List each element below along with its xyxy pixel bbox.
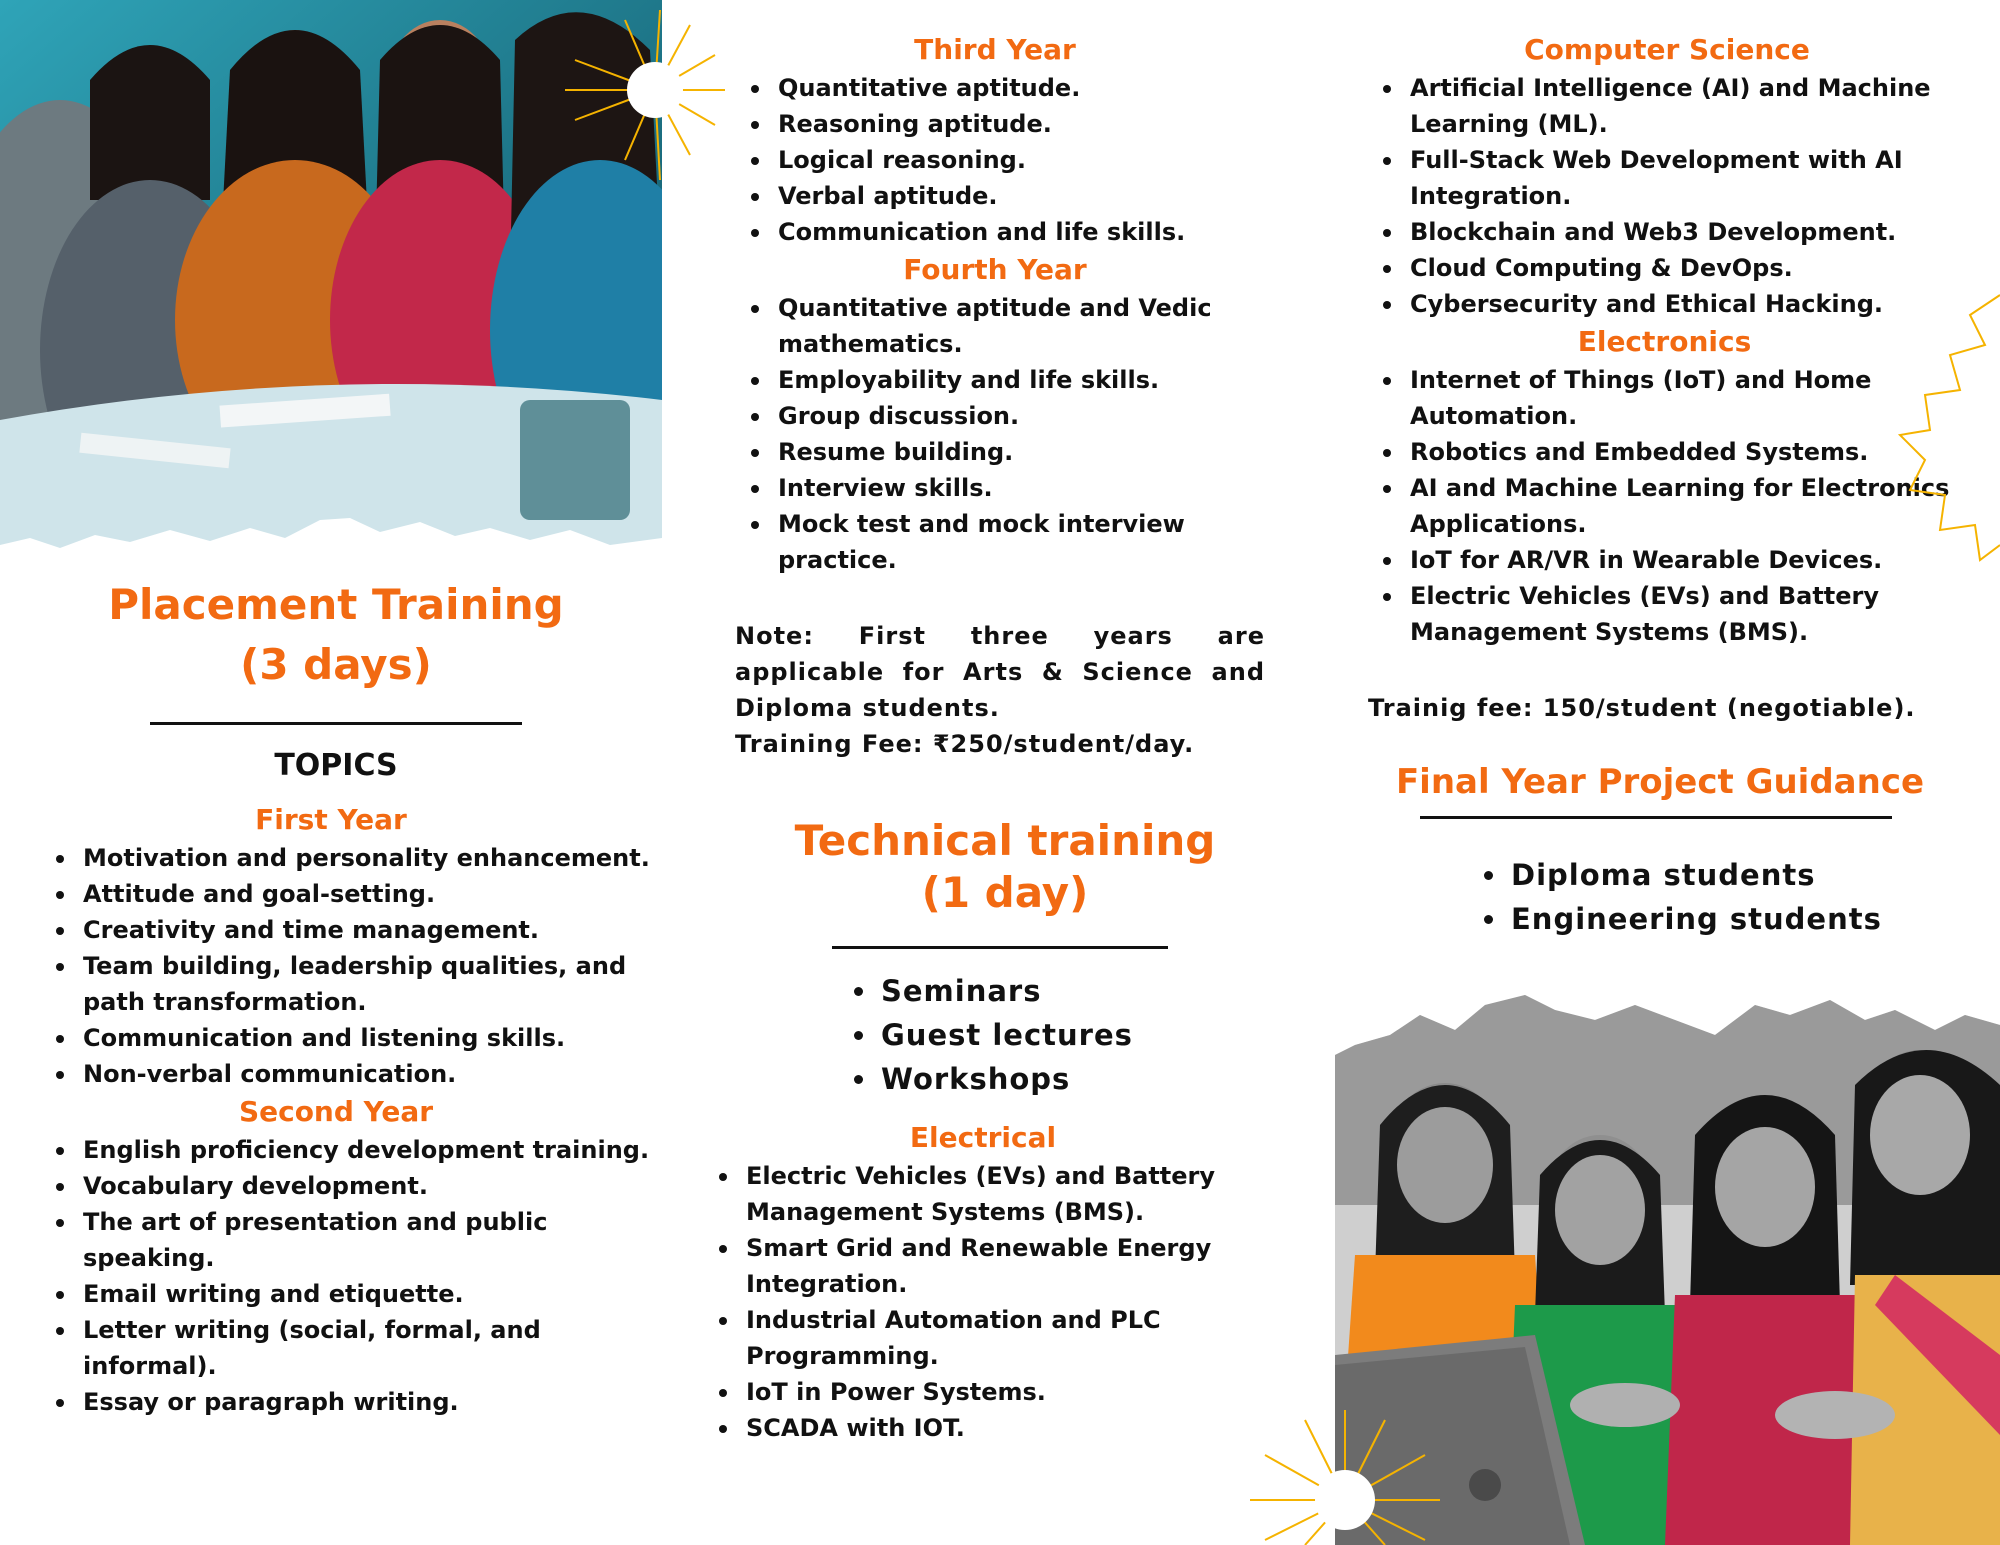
list-item: The art of presentation and public speaking. [83,1204,650,1276]
technical-title-line2: (1 day) [921,868,1089,917]
list-item: Artificial Intelligence (AI) and Machine Learning (ML). [1410,70,1950,142]
fourth-year-list [745,290,1218,578]
technical-formats-list [848,969,1208,1101]
list-item: English proficiency development training. [83,1132,650,1168]
list-item: Industrial Automation and PLC Programming. [746,1302,1246,1374]
list-item: Letter writing (social, formal, and informal). [83,1312,650,1384]
list-item: SCADA with IOT. [746,1410,1246,1446]
list-item: Engineering students [1511,897,1938,941]
placement-title-line1: Placement Training [108,580,564,629]
list-item: Email writing and etiquette. [83,1276,650,1312]
electronics-heading: Electronics [1577,325,1752,358]
fourth-year-heading: Fourth Year [903,253,1087,286]
placement-title-divider [150,722,522,725]
list-item: Resume building. [778,434,1218,470]
third-year-list [745,70,1265,250]
students-group-photo [0,0,662,565]
list-item: Employability and life skills. [778,362,1218,398]
list-item: Attitude and goal-setting. [83,876,650,912]
list-item: Non-verbal communication. [83,1056,650,1092]
technical-title-divider [832,946,1168,949]
project-audience-list [1478,853,1938,941]
list-item: Full-Stack Web Development with AI Integration. [1410,142,1950,214]
second-year-list [50,1132,650,1420]
third-year-section [745,30,1265,578]
list-item: Communication and life skills. [778,214,1265,250]
list-item: Electric Vehicles (EVs) and Battery Management Systems (BMS). [746,1158,1246,1230]
list-item: Vocabulary development. [83,1168,650,1204]
technical-fee: Trainig fee: 150/student (negotiable). [1368,694,1916,722]
list-item: Essay or paragraph writing. [83,1384,650,1420]
first-year-list [50,840,650,1092]
first-year-heading: First Year [255,803,407,836]
list-item: Quantitative aptitude. [778,70,1265,106]
list-item: Quantitative aptitude and Vedic mathematics. [778,290,1218,362]
applicability-note: Note: First three years are applicable for Arts & Science and Diploma students. [735,622,1265,722]
computer-science-heading: Computer Science [1524,33,1810,66]
list-item: Seminars [881,969,1208,1013]
list-item: Mock test and mock interview practice. [778,506,1218,578]
students-photo-illustration [0,0,662,565]
list-item: Workshops [881,1057,1208,1101]
list-item: Creativity and time management. [83,912,650,948]
list-item: AI and Machine Learning for Electronics Applications. [1410,470,1970,542]
list-item: Blockchain and Web3 Development. [1410,214,1950,250]
list-item: Motivation and personality enhancement. [83,840,650,876]
sunburst-decoration-icon [565,0,725,190]
second-year-heading: Second Year [238,1095,434,1128]
technical-title-line1: Technical training [794,816,1216,865]
list-item: Group discussion. [778,398,1218,434]
list-item: Team building, leadership qualities, and path transformation. [83,948,650,1020]
list-item: Cybersecurity and Ethical Hacking. [1410,286,1950,322]
sunburst-bottom-decoration-icon [1245,1410,1445,1545]
placement-title-line2: (3 days) [240,640,432,689]
electrical-heading: Electrical [909,1121,1057,1154]
list-item: Guest lectures [881,1013,1208,1057]
list-item: Cloud Computing & DevOps. [1410,250,1950,286]
list-item: Robotics and Embedded Systems. [1410,434,1970,470]
project-audience [1478,853,1938,941]
placement-training-title [30,575,642,695]
list-item: Communication and listening skills. [83,1020,650,1056]
project-guidance-title: Final Year Project Guidance [1395,762,1925,802]
wavy-sun-decoration-icon [1850,285,2000,585]
technical-formats [848,969,1208,1101]
list-item: Diploma students [1511,853,1938,897]
list-item: Electric Vehicles (EVs) and Battery Management Systems (BMS). [1410,578,1970,650]
electrical-list [713,1158,1246,1446]
list-item: IoT for AR/VR in Wearable Devices. [1410,542,1970,578]
list-item: Internet of Things (IoT) and Home Automation. [1410,362,1970,434]
topics-label: TOPICS [274,748,398,783]
list-item: Smart Grid and Renewable Energy Integration. [746,1230,1246,1302]
list-item: Verbal aptitude. [778,178,1265,214]
electrical-section [713,1118,1253,1446]
list-item: IoT in Power Systems. [746,1374,1246,1410]
list-item: Interview skills. [778,470,1218,506]
technical-training-title [735,815,1275,919]
third-year-heading: Third Year [914,33,1076,66]
list-item: Reasoning aptitude. [778,106,1265,142]
project-title-divider [1420,816,1892,819]
placement-fee: Training Fee: ₹250/student/day. [735,730,1195,758]
first-year-section [50,800,650,1420]
list-item: Logical reasoning. [778,142,1265,178]
